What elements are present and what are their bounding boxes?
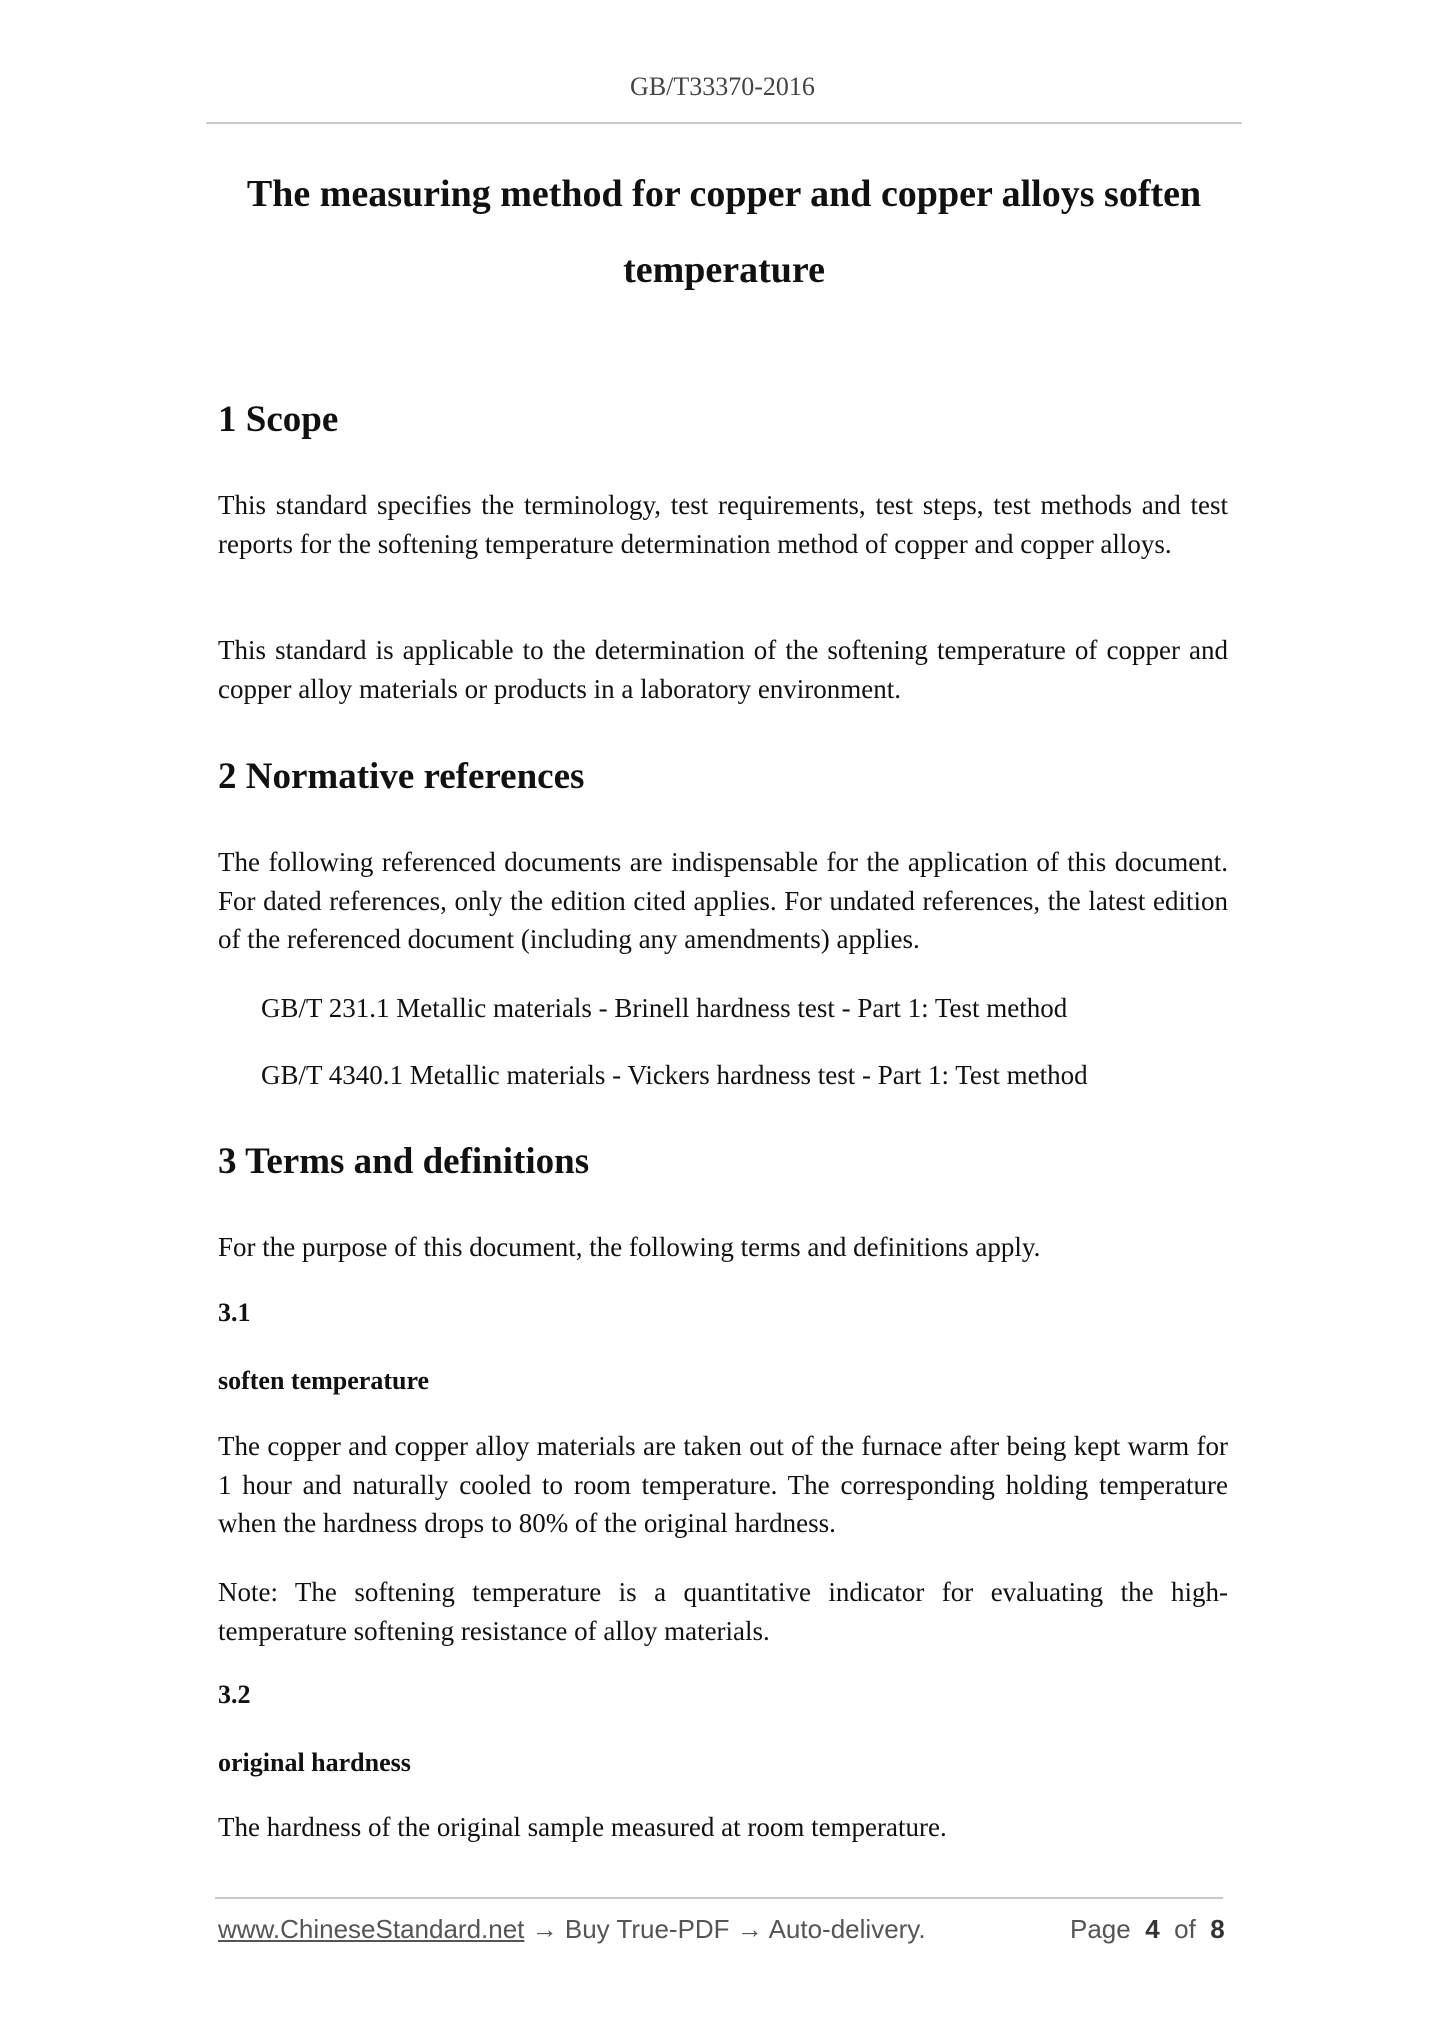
scope-paragraph-2: This standard is applicable to the determination of the softening temperature of copper and copper alloy materials or products in a laboratory environment. [218,635,1228,704]
term-note: Note: The softening temperature is a quantitative indicator for evaluating the high-temperature softening resistance of alloy materials. [218,1577,1228,1646]
section-heading-normative-references: 2 Normative references [218,756,585,797]
reference-item: GB/T 4340.1 Metallic materials - Vickers hardness test - Part 1: Test method [261,1060,1088,1090]
page-indicator [1070,1914,1225,1945]
title-line-2: temperature [623,249,825,291]
terms-intro-paragraph: For the purpose of this document, the following terms and definitions apply. [218,1232,1041,1262]
total-pages-number: 8 [1210,1914,1225,1944]
section-heading-terms-definitions: 3 Terms and definitions [218,1141,590,1182]
normative-references-paragraph: The following referenced documents are indispensable for the application of this document. For dated references, only the edition cited applies. For undated references, the latest edition of the referenced document (including any amendments) applies. [218,847,1228,954]
term-definition: The hardness of the original sample measured at room temperature. [218,1812,947,1842]
current-page-number: 4 [1145,1914,1160,1944]
header-divider [206,122,1242,124]
running-header: GB/T33370-2016 [630,72,815,101]
title-line-1: The measuring method for copper and copper alloys soften [246,173,1202,215]
term-definition: The copper and copper alloy materials are taken out of the furnace after being kept warm for 1 hour and naturally cooled to room temperature. The corresponding holding temperature when the hardness drops to 80% of the original hardness. [218,1431,1228,1538]
scope-paragraph-1: This standard specifies the terminology, test requirements, test steps, test methods and test reports for the softening temperature determination method of copper and copper alloys. [218,490,1228,559]
footer-tagline: → Buy True-PDF → Auto-delivery. [524,1914,926,1944]
page-label: Page [1070,1914,1131,1944]
footer-promo [218,1914,926,1945]
term-name: soften temperature [218,1366,430,1395]
of-label: of [1174,1914,1196,1944]
website-link[interactable]: www.ChineseStandard.net [218,1914,525,1944]
reference-item: GB/T 231.1 Metallic materials - Brinell hardness test - Part 1: Test method [261,993,1068,1023]
footer-divider [215,1897,1223,1899]
term-number: 3.2 [218,1680,251,1709]
term-name: original hardness [218,1748,411,1777]
section-heading-scope: 1 Scope [218,399,339,440]
term-number: 3.1 [218,1298,251,1327]
document-title [206,172,1242,216]
